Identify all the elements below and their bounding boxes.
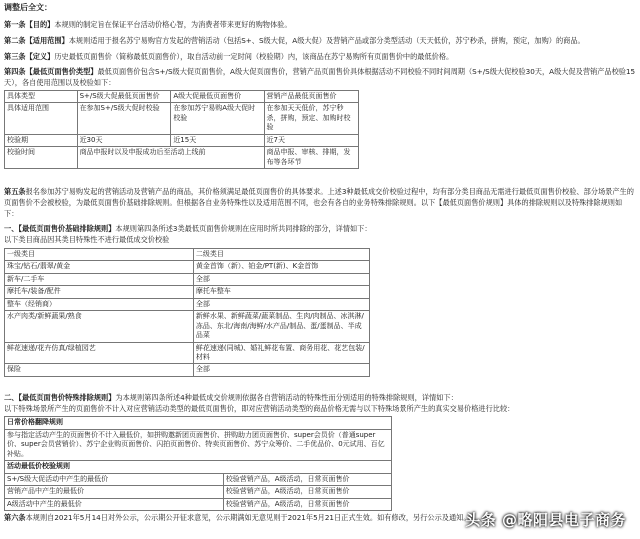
watermark: 头条 @略阳县电子商务 [465,510,626,529]
article-5: 第五条报名参加苏宁易购发起的营销活动及营销产品的商品，其价格须满足最低页面售价的具体要求。上述3种最低成交价校验过程中，均有部分类目商品无需进行最低页面售价校验、部分场景产生的页面售价不会被校验，为最低页面售价基础排除规则。但根据各自业务特殊性以及适用范围不同，也会有各自的业务特殊排除规则。以下【最低页面售价规则】具体的排除规则以及特殊排除规则如下： [4,187,634,218]
table-cell: 黄金首饰（新）、铂金/PT(新)、K金首饰 [193,261,369,273]
table-cell: 新车/二手车 [5,273,194,285]
table-cell: 在参加S+/S级大促时校验 [77,103,171,134]
activity-check-table [4,460,392,511]
table-row [5,90,359,102]
table-cell: 校验营销产品，A级活动，日常页面售价 [223,498,391,510]
category-exclusion-table [4,248,370,377]
table-cell: 鲜花速递/花卉仿真/绿植园艺 [5,342,194,364]
table-cell: 整车（经销商） [5,298,194,310]
heading: 调整后全文： [4,3,52,12]
table-cell: 全部 [193,273,369,285]
table-cell: 校验营销产品，A级活动，日常页面售价 [223,486,391,498]
table-cell: 近30天 [77,134,171,146]
table-cell: 营销产品中产生的最低价 [5,486,224,498]
table-row: 参与指定活动产生的页面售价不计入最低价，如拼购邀新团页面售价、拼购助力团页面售价、super会员价（普通super价、super会员营销价）、苏宁企业购页面售价、闪拍页面售价、特卖页面售价、苏宁众筹价、二手优品价、0元试用、百亿补贴。 [5,429,392,460]
article-1: 第一条【目的】本规则的制定旨在保证平台活动价格心智，为消费者带来更好的购物体验。 [4,20,292,29]
table-section-title: 活动最低价校验规则 [5,461,392,473]
table-cell: 水产肉类/新鲜蔬果/熟食 [5,311,194,342]
price-type-table [4,90,359,169]
table-cell: 近15天 [171,134,264,146]
table-cell: 校验期 [5,134,78,146]
table-cell: 一级类目 [5,249,194,261]
article-6: 第六条本规则自2021年5月14日对外公示，公示期公开征求意见，公示期满如无意见则于2021年5月21日正式生效。如有修改，另行公示及通知。 [4,512,471,522]
table-row [5,249,370,261]
table-cell: 摩托车/装备/配件 [5,286,194,298]
table-cell: 营销产品最低页面售价 [264,90,359,102]
document [4,2,636,529]
table-row [5,342,370,364]
table-section-title: 日常价格翻降规则 [5,417,392,429]
table-cell: 摩托车整车 [193,286,369,298]
article-4: 第四条【最低页面售价类型】最低页面售价包含S+/S级大促页面售价，A级大促页面售价，营销产品页面售价具体根据活动不同校验不同时间周期（S+/S级大促校验30天，A级大促及营销产品校验15天），各自使用范围以及校验如下： [4,67,636,88]
table-row [5,273,370,285]
table-cell: 具体类型 [5,90,78,102]
special-exclusion-table [4,416,392,461]
table-row [5,298,370,310]
table-cell: 珠宝/钻石/翡翠/黄金 [5,261,194,273]
table-cell: S+/S级大促活动中产生的最低价 [5,473,224,485]
table-cell: A级活动中产生的最低价 [5,498,224,510]
table-cell: 校验营销产品，A级活动，日常页面售价 [223,473,391,485]
table-cell: 近7天 [264,134,359,146]
table-cell: 具体适用范围 [5,103,78,134]
table-row [5,134,359,146]
table-cell: 校验时间 [5,147,78,169]
table-cell: S+/S级大促最低页面售价 [77,90,171,102]
section-basic-exclusion: 一、【最低页面售价基础排除规则】本规则第四条所述3类最低页面售价规则在应用时所共同排除的部分，详情如下： 以下类目商品因其类目特殊性不进行最低成交价校验 [4,224,372,245]
table-row [5,103,359,134]
article-3: 第三条【定义】历史最低页面售价（简称最低页面售价），取自活动前一定时间（校验期）内，该商品在苏宁易购所有页面售价中的最低价格。 [4,51,454,61]
table-cell: A级大促最低页面售价 [171,90,264,102]
table-cell: 商品申报、审核、排期，发布等各环节 [264,147,359,169]
table-row [5,498,392,510]
table-cell: 全部 [193,364,369,376]
table-cell: 在参加天天低价，苏宁秒杀，拼购，预定、加购时校验 [264,103,359,134]
table-row [5,147,359,169]
table-cell: 全部 [193,298,369,310]
table-row [5,311,370,342]
table-row [5,486,392,498]
article-2: 第二条【适用范围】本规则适用于报名苏宁易购官方发起的营销活动（包括S+、S级大促，A级大促）及营销产品或部分类型活动（天天低价，苏宁秒杀，拼购，预定，加购）的商品。 [4,35,585,45]
table-cell: 商品申报时以及申报成功后至活动上线前 [77,147,264,169]
table-cell: 二级类目 [193,249,369,261]
table-cell: 保险 [5,364,194,376]
table-row [5,286,370,298]
table-row [5,261,370,273]
table-row [5,364,370,376]
table-cell: 鲜花速递(同城)、婚礼鲜花布置、商务用花、花艺包装/材料 [193,342,369,364]
table-cell: 在参加苏宁易购A级大促时校验 [171,103,264,134]
table-cell: 新鲜水果、新鲜蔬菜/蔬菜制品、生肉/肉制品、冰淇淋/冻品、东北/海南/海鲜/水产品/制品、蛋/蛋制品、半成品菜 [193,311,369,342]
table-row [5,473,392,485]
section-special-exclusion: 二、【最低页面售价特殊排除规则】为本规则第四条所述4种最低成交价规则依据各自营销活动的特殊性而分别适用的特殊排除规则，详情如下： 以下特殊场景所产生的页面售价不计入对应营销活动类型的最低页面售价，即对应营销活动类型的商品价格无需与以下特殊场景所产生的真实交易价格进行比较： [4,392,515,413]
